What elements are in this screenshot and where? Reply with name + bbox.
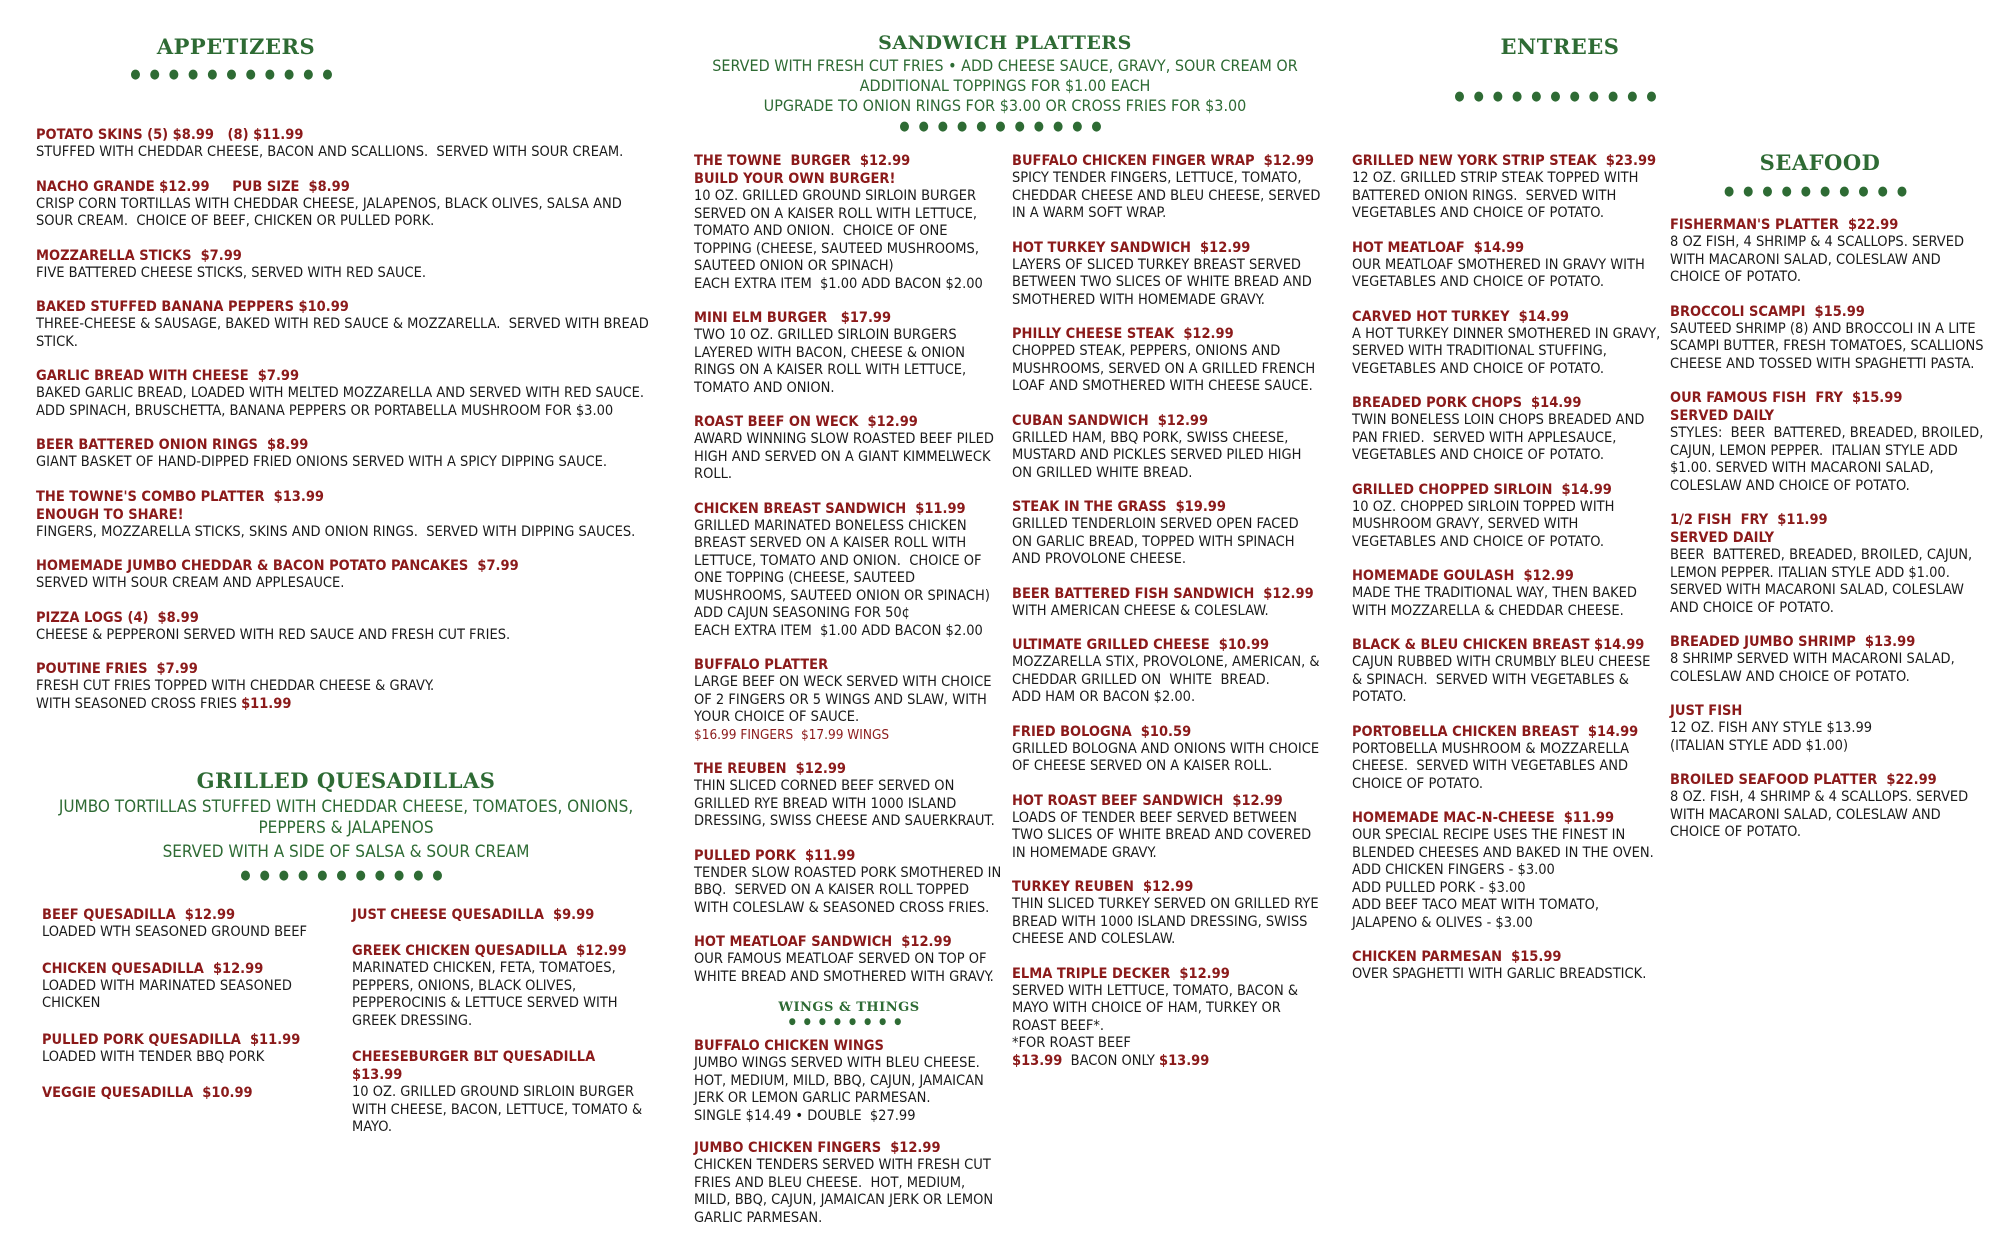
item-desc: SERVED WITH SOUR CREAM AND APPLESAUCE.	[36, 575, 345, 591]
appetizers-divider: ●●●●●●●●●●●	[130, 67, 342, 82]
seafood-title: SEAFOOD	[1759, 150, 1881, 175]
item-desc: LOADS OF TENDER BEEF SERVED BETWEEN TWO SLICES OF WHITE BREAD AND COVERED IN HOMEMADE GRAVY.	[1012, 809, 1316, 861]
item-desc: TWO 10 OZ. GRILLED SIRLOIN BURGERS LAYERED WITH BACON, CHEESE & ONION RINGS ON A KAISER ROLL WITH LETTUCE, TOMATO AND ONION.	[694, 327, 971, 396]
menu-item	[1012, 239, 1322, 310]
menu-item	[1352, 809, 1662, 932]
seafood-divider: ●●●●●●●●●●	[1723, 184, 1917, 199]
item-name: STEAK IN THE GRASS $19.99	[1012, 499, 1226, 515]
item-extra-price: $16.99 FINGERS $17.99 WINGS	[694, 726, 890, 743]
item-name: BUFFALO CHICKEN FINGER WRAP $12.99	[1012, 153, 1315, 169]
item-name: JUST CHEESE QUESADILLA $9.99	[352, 907, 595, 923]
item-desc: CRISP CORN TORTILLAS WITH CHEDDAR CHEESE, JALAPENOS, BLACK OLIVES, SALSA AND SOUR CREAM. CHOICE OF BEEF, CHICKEN OR PULLED PORK.	[36, 195, 626, 229]
menu-item	[1012, 152, 1325, 223]
item-name: VEGGIE QUESADILLA $10.99	[42, 1085, 253, 1101]
item-desc: 8 OZ. FISH, 4 SHRIMP & 4 SCALLOPS. SERVED WITH MACARONI SALAD, COLESLAW AND CHOICE OF POTATO.	[1670, 789, 1973, 840]
quesadillas-right-list	[352, 906, 652, 1155]
entrees-column	[1352, 152, 1665, 1002]
item-desc: CAJUN RUBBED WITH CRUMBLY BLEU CHEESE & SPINACH. SERVED WITH VEGETABLES & POTATO.	[1352, 654, 1655, 705]
item-desc: 8 OZ FISH, 4 SHRIMP & 4 SCALLOPS. SERVED WITH MACARONI SALAD, COLESLAW AND CHOICE OF POTATO.	[1670, 234, 1969, 285]
item-desc: BAKED GARLIC BREAD, LOADED WITH MELTED MOZZARELLA AND SERVED WITH RED SAUCE. ADD SPINACH, BRUSCHETTA, BANANA PEPPERS OR PORTABELLA MUSHROOM FOR $3.00	[36, 385, 645, 419]
item-desc: MOZZARELLA STIX, PROVOLONE, AMERICAN, & CHEDDAR GRILLED ON WHITE BREAD. ADD HAM OR BACON $2.00.	[1012, 654, 1320, 705]
item-name: THE REUBEN $12.99	[694, 761, 847, 777]
item-name: NACHO GRANDE $12.99 PUB SIZE $8.99	[36, 178, 350, 195]
menu-item	[1670, 389, 1990, 495]
quesadillas-divider: ●●●●●●●●●●●	[240, 867, 452, 883]
wings-section	[694, 1000, 1004, 1227]
menu-item	[42, 1084, 332, 1102]
item-name: HOMEMADE MAC-N-CHEESE $11.99	[1352, 810, 1615, 826]
quesadillas-subtitle-3: SERVED WITH A SIDE OF SALSA & SOUR CREAM	[162, 841, 530, 862]
item-extra-text: *FOR ROAST BEEF	[1012, 1035, 1135, 1051]
wings-divider: ●●●●●●●●	[788, 1017, 910, 1027]
item-desc: GIANT BASKET OF HAND-DIPPED FRIED ONIONS SERVED WITH A SPICY DIPPING SAUCE.	[36, 454, 607, 470]
item-desc: OVER SPAGHETTI WITH GARLIC BREADSTICK.	[1352, 966, 1647, 982]
menu-item	[694, 309, 1004, 397]
item-desc: THREE-CHEESE & SAUSAGE, BAKED WITH RED SAUCE & MOZZARELLA. SERVED WITH BREAD STICK.	[36, 316, 653, 350]
item-name: THE TOWNE BURGER $12.99 BUILD YOUR OWN BURGER!	[694, 153, 911, 187]
item-name: BREADED JUMBO SHRIMP $13.99	[1670, 634, 1916, 650]
item-desc: JUMBO WINGS SERVED WITH BLEU CHEESE. HOT, MEDIUM, MILD, BBQ, CAJUN, JAMAICAN JERK OR LEMON GARLIC PARMESAN. SINGLE $14.49 • DOUBLE $27.99	[694, 1055, 984, 1124]
item-name: MOZZARELLA STICKS $7.99	[36, 247, 242, 264]
sandwiches-subtitle-3: UPGRADE TO ONION RINGS FOR $3.00 OR CROSS FRIES FOR $3.00	[763, 96, 1247, 115]
menu-item	[36, 488, 656, 542]
item-desc: OUR SPECIAL RECIPE USES THE FINEST IN BLENDED CHEESES AND BAKED IN THE OVEN. ADD CHICKEN FINGERS - $3.00 ADD PULLED PORK - $3.00 ADD BEEF TACO MEAT WITH TOMATO, JALAPENO & OLIVES - $3.00	[1352, 827, 1654, 931]
menu-item	[42, 1031, 332, 1067]
item-desc: SAUTEED SHRIMP (8) AND BROCCOLI IN A LITE SCAMPI BUTTER, FRESH TOMATOES, SCALLIONS CHEESE AND TOSSED WITH SPAGHETTI PASTA.	[1670, 320, 1988, 372]
menu-item	[694, 847, 1004, 918]
item-name: PHILLY CHEESE STEAK $12.99	[1012, 326, 1234, 342]
item-desc: FIVE BATTERED CHEESE STICKS, SERVED WITH RED SAUCE.	[36, 264, 427, 281]
menu-item	[1012, 792, 1322, 863]
item-name: GREEK CHICKEN QUESADILLA $12.99	[352, 943, 627, 959]
quesadillas-title: GRILLED QUESADILLAS	[196, 768, 496, 793]
sandwiches-header	[690, 32, 1320, 133]
menu-item	[694, 933, 1004, 986]
item-name: FISHERMAN'S PLATTER $22.99	[1670, 217, 1899, 233]
item-extra-text: WITH SEASONED CROSS FRIES	[36, 695, 242, 712]
item-extra	[1012, 1035, 1322, 1070]
item-name: CUBAN SANDWICH $12.99	[1012, 412, 1209, 429]
menu-item	[36, 609, 656, 645]
item-name: CHICKEN PARMESAN $15.99	[1352, 949, 1562, 965]
menu-item	[1352, 239, 1662, 292]
item-name: CHICKEN BREAST SANDWICH $11.99	[694, 500, 966, 517]
menu-item	[42, 960, 332, 1013]
item-name: BUFFALO CHICKEN WINGS	[694, 1038, 884, 1054]
item-name: POTATO SKINS (5) $8.99 (8) $11.99	[36, 127, 304, 143]
item-name: 1/2 FISH FRY $11.99 SERVED DAILY	[1670, 512, 1828, 546]
item-desc: OUR FAMOUS MEATLOAF SERVED ON TOP OF WHITE BREAD AND SMOTHERED WITH GRAVY.	[694, 951, 994, 985]
item-name: BEER BATTERED ONION RINGS $8.99	[36, 437, 309, 453]
item-desc: 10 OZ. CHOPPED SIRLOIN TOPPED WITH MUSHROOM GRAVY, SERVED WITH VEGETABLES AND CHOICE OF POTATO.	[1352, 498, 1619, 550]
item-name: BAKED STUFFED BANANA PEPPERS $10.99	[36, 299, 349, 315]
item-name: GRILLED CHOPPED SIRLOIN $14.99	[1352, 481, 1612, 498]
menu-item	[1012, 965, 1322, 1071]
item-extra	[36, 696, 656, 714]
item-desc: MARINATED CHICKEN, FETA, TOMATOES, PEPPERS, ONIONS, BLACK OLIVES, PEPPEROCINIS & LETTUCE SERVED WITH GREEK DRESSING.	[352, 960, 622, 1029]
item-desc: GRILLED HAM, BBQ PORK, SWISS CHEESE, MUSTARD AND PICKLES SERVED PILED HIGH ON GRILLED WHITE BREAD.	[1012, 429, 1306, 481]
item-name: BROILED SEAFOOD PLATTER $22.99	[1670, 772, 1937, 788]
item-desc: 10 OZ. GRILLED GROUND SIRLOIN BURGER SERVED ON A KAISER ROLL WITH LETTUCE, TOMATO AND ONION. CHOICE OF ONE TOPPING (CHEESE, SAUTEED MUSHROOMS, SAUTEED ONION OR SPINACH) EACH EXTRA ITEM $1.00 ADD BACON $2.00	[694, 188, 983, 292]
item-desc: STYLES: BEER BATTERED, BREADED, BROILED, CAJUN, LEMON PEPPER. ITALIAN STYLE ADD $1.00. SERVED WITH MACARONI SALAD, COLESLAW AND CHOICE OF POTATO.	[1670, 425, 1988, 494]
item-desc: WITH AMERICAN CHEESE & COLESLAW.	[1012, 602, 1269, 619]
item-name: THE TOWNE'S COMBO PLATTER $13.99 ENOUGH TO SHARE!	[36, 488, 324, 523]
item-name: HOMEMADE JUMBO CHEDDAR & BACON POTATO PANCAKES $7.99	[36, 558, 519, 574]
menu-item	[1352, 948, 1662, 984]
item-desc: THIN SLICED TURKEY SERVED ON GRILLED RYE BREAD WITH 1000 ISLAND DRESSING, SWISS CHEESE AND COLESLAW.	[1012, 896, 1323, 947]
item-desc: SPICY TENDER FINGERS, LETTUCE, TOMATO, CHEDDAR CHEESE AND BLEU CHEESE, SERVED IN A WARM SOFT WRAP.	[1012, 170, 1325, 221]
item-desc: LOADED WITH TENDER BBQ PORK	[42, 1048, 265, 1065]
item-desc: LOADED WTH SEASONED GROUND BEEF	[42, 924, 308, 940]
menu-item	[1012, 585, 1322, 621]
menu-item	[1012, 325, 1322, 396]
item-desc: THIN SLICED CORNED BEEF SERVED ON GRILLED RYE BREAD WITH 1000 ISLAND DRESSING, SWISS CHEESE AND SAUERKRAUT.	[694, 778, 995, 829]
item-desc: SERVED WITH LETTUCE, TOMATO, BACON & MAYO WITH CHOICE OF HAM, TURKEY OR ROAST BEEF*.	[1012, 982, 1303, 1034]
menu-item	[694, 413, 1004, 484]
item-desc: AWARD WINNING SLOW ROASTED BEEF PILED HIGH AND SERVED ON A GIANT KIMMELWECK ROLL.	[694, 431, 999, 482]
item-desc: STUFFED WITH CHEDDAR CHEESE, BACON AND SCALLIONS. SERVED WITH SOUR CREAM.	[36, 144, 624, 160]
menu-item	[42, 906, 332, 942]
menu-item	[1352, 394, 1662, 465]
appetizers-title: APPETIZERS	[156, 34, 316, 59]
menu-item	[36, 436, 656, 472]
menu-item	[36, 298, 656, 351]
sandwiches-title: SANDWICH PLATTERS	[878, 32, 1132, 54]
item-desc: 8 SHRIMP SERVED WITH MACARONI SALAD, COLESLAW AND CHOICE OF POTATO.	[1670, 651, 1959, 685]
item-desc: CHEESE & PEPPERONI SERVED WITH RED SAUCE AND FRESH CUT FRIES.	[36, 626, 511, 643]
menu-item	[1352, 481, 1662, 552]
item-name: CARVED HOT TURKEY $14.99	[1352, 308, 1569, 325]
menu-item	[1352, 308, 1665, 379]
item-name: BLACK & BLEU CHICKEN BREAST $14.99	[1352, 637, 1645, 653]
item-name: CHEESEBURGER BLT QUESADILLA $13.99	[352, 1049, 605, 1083]
item-desc: GRILLED BOLOGNA AND ONIONS WITH CHOICE OF CHEESE SERVED ON A KAISER ROLL.	[1012, 740, 1324, 774]
menu-item	[36, 660, 656, 713]
seafood-column	[1670, 150, 1990, 860]
menu-item	[694, 656, 1004, 744]
item-desc: LOADED WITH MARINATED SEASONED CHICKEN	[42, 977, 297, 1011]
sandwiches-column-2	[1012, 152, 1325, 1088]
menu-item	[1670, 303, 1990, 374]
item-desc: TENDER SLOW ROASTED PORK SMOTHERED IN BBQ. SERVED ON A KAISER ROLL TOPPED WITH COLESLAW & SEASONED CROSS FRIES.	[694, 864, 1006, 916]
item-name: BROCCOLI SCAMPI $15.99	[1670, 303, 1865, 320]
entrees-header	[1430, 34, 1690, 59]
quesadillas-subtitle-2: PEPPERS & JALAPENOS	[258, 818, 434, 839]
item-desc: FRESH CUT FRIES TOPPED WITH CHEDDAR CHEESE & GRAVY.	[36, 678, 435, 694]
entrees-divider: ●●●●●●●●●●●	[1454, 89, 1666, 104]
item-name: HOT TURKEY SANDWICH $12.99	[1012, 239, 1251, 256]
menu-item	[36, 178, 656, 231]
item-name: POUTINE FRIES $7.99	[36, 661, 198, 677]
item-name: GRILLED NEW YORK STRIP STEAK $23.99	[1352, 153, 1657, 169]
menu-item	[1670, 511, 1990, 617]
item-extra-text: BACON ONLY	[1062, 1052, 1159, 1069]
menu-item	[352, 942, 652, 1030]
menu-item	[36, 557, 656, 593]
item-desc: 12 OZ. FISH ANY STYLE $13.99 (ITALIAN STYLE ADD $1.00)	[1670, 720, 1873, 754]
quesadillas-subtitle-1: JUMBO TORTILLAS STUFFED WITH CHEDDAR CHEESE, TOMATOES, ONIONS,	[58, 797, 634, 817]
item-extra-price: $11.99	[241, 695, 292, 712]
item-extra-price: $13.99	[1159, 1052, 1210, 1069]
menu-item	[1670, 633, 1990, 686]
item-desc: A HOT TURKEY DINNER SMOTHERED IN GRAVY, SERVED WITH TRADITIONAL STUFFING, VEGETABLES AND CHOICE OF POTATO.	[1352, 325, 1665, 377]
item-name: BEER BATTERED FISH SANDWICH $12.99	[1012, 585, 1314, 602]
item-desc: PORTOBELLA MUSHROOM & MOZZARELLA CHEESE. SERVED WITH VEGETABLES AND CHOICE OF POTATO.	[1352, 740, 1634, 792]
item-name: ELMA TRIPLE DECKER $12.99	[1012, 965, 1230, 982]
menu-item	[694, 760, 1004, 831]
menu-item	[36, 367, 656, 420]
menu-item	[694, 500, 1004, 641]
item-name: JUMBO CHICKEN FINGERS $12.99	[694, 1140, 941, 1156]
item-name: JUST FISH	[1670, 703, 1743, 719]
menu-item	[1012, 878, 1322, 949]
sandwiches-subtitle-2: ADDITIONAL TOPPINGS FOR $1.00 EACH	[859, 76, 1151, 95]
item-desc: 10 OZ. GRILLED GROUND SIRLOIN BURGER WITH CHEESE, BACON, LETTUCE, TOMATO & MAYO.	[352, 1084, 647, 1135]
item-desc: GRILLED MARINATED BONELESS CHICKEN BREAST SERVED ON A KAISER ROLL WITH LETTUCE, TOMATO AND ONION. CHOICE OF ONE TOPPING (CHEESE, SAUTEED MUSHROOMS, SAUTEED ONION OR SPINACH) ADD CAJUN SEASONING FOR 50¢ EACH EXTRA ITEM $1.00 ADD BACON $2.00	[694, 517, 990, 639]
item-name: TURKEY REUBEN $12.99	[1012, 879, 1194, 895]
item-name: FRIED BOLOGNA $10.59	[1012, 723, 1192, 740]
menu-item	[1012, 498, 1322, 569]
item-name: BEEF QUESADILLA $12.99	[42, 907, 236, 923]
menu-item	[1012, 723, 1322, 776]
menu-item	[1670, 771, 1990, 842]
menu-item	[694, 152, 1004, 293]
item-name: BREADED PORK CHOPS $14.99	[1352, 395, 1582, 411]
item-name: PORTOBELLA CHICKEN BREAST $14.99	[1352, 723, 1639, 740]
item-name: GARLIC BREAD WITH CHEESE $7.99	[36, 368, 300, 384]
item-name: BUFFALO PLATTER	[694, 657, 829, 673]
item-desc: BEER BATTERED, BREADED, BROILED, CAJUN, LEMON PEPPER. ITALIAN STYLE ADD $1.00. SERVED WITH MACARONI SALAD, COLESLAW AND CHOICE OF POTATO.	[1670, 547, 1977, 616]
item-desc: 12 OZ. GRILLED STRIP STEAK TOPPED WITH BATTERED ONION RINGS. SERVED WITH VEGETABLES AND CHOICE OF POTATO.	[1352, 170, 1643, 221]
item-name: HOT MEATLOAF $14.99	[1352, 239, 1525, 256]
menu-item	[36, 247, 656, 283]
item-desc: GRILLED TENDERLOIN SERVED OPEN FACED ON GARLIC BREAD, TOPPED WITH SPINACH AND PROVOLONE CHEESE.	[1012, 516, 1303, 567]
menu-item	[352, 906, 652, 924]
quesadillas-left-list	[42, 906, 332, 1120]
menu-item	[352, 1048, 652, 1137]
item-name: PULLED PORK QUESADILLA $11.99	[42, 1031, 301, 1048]
item-name: ULTIMATE GRILLED CHEESE $10.99	[1012, 637, 1270, 653]
menu-item	[694, 1037, 1004, 1125]
wings-title: WINGS & THINGS	[778, 1000, 920, 1015]
item-name: CHICKEN QUESADILLA $12.99	[42, 960, 264, 977]
item-name: ROAST BEEF ON WECK $12.99	[694, 414, 918, 430]
menu-item	[1352, 636, 1662, 707]
item-name: MINI ELM BURGER $17.99	[694, 310, 892, 326]
item-desc: TWIN BONELESS LOIN CHOPS BREADED AND PAN FRIED. SERVED WITH APPLESAUCE, VEGETABLES AND CHOICE OF POTATO.	[1352, 412, 1649, 463]
sandwiches-column-1	[694, 152, 1004, 1245]
appetizers-list	[36, 126, 656, 731]
menu-item	[1012, 412, 1322, 483]
item-name: HOT MEATLOAF SANDWICH $12.99	[694, 934, 952, 950]
menu-item	[36, 126, 656, 162]
sandwiches-divider: ●●●●●●●●●●●	[899, 119, 1111, 134]
menu-item	[1670, 216, 1990, 287]
item-extra-price: $13.99	[1012, 1052, 1063, 1069]
entrees-title: ENTREES	[1500, 34, 1620, 59]
item-name: HOT ROAST BEEF SANDWICH $12.99	[1012, 792, 1283, 809]
item-name: HOMEMADE GOULASH $12.99	[1352, 568, 1574, 584]
item-desc: OUR MEATLOAF SMOTHERED IN GRAVY WITH VEGETABLES AND CHOICE OF POTATO.	[1352, 256, 1649, 290]
quesadillas-section	[36, 768, 676, 1135]
item-name: PIZZA LOGS (4) $8.99	[36, 609, 199, 626]
menu-item	[1012, 636, 1322, 707]
item-desc: MADE THE TRADITIONAL WAY, THEN BAKED WITH MOZZARELLA & CHEDDAR CHEESE.	[1352, 585, 1642, 619]
menu-item	[1670, 702, 1990, 755]
item-desc: LARGE BEEF ON WECK SERVED WITH CHOICE OF 2 FINGERS OR 5 WINGS AND SLAW, WITH YOUR CHOICE OF SAUCE.	[694, 674, 996, 725]
menu-item	[1352, 152, 1662, 223]
item-name: OUR FAMOUS FISH FRY $15.99 SERVED DAILY	[1670, 390, 1903, 424]
item-name: PULLED PORK $11.99	[694, 847, 856, 864]
sandwiches-subtitle-1: SERVED WITH FRESH CUT FRIES • ADD CHEESE SAUCE, GRAVY, SOUR CREAM OR	[712, 56, 1298, 75]
menu-item	[1352, 723, 1662, 794]
item-desc: FINGERS, MOZZARELLA STICKS, SKINS AND ONION RINGS. SERVED WITH DIPPING SAUCES.	[36, 523, 636, 540]
item-desc: CHICKEN TENDERS SERVED WITH FRESH CUT FRIES AND BLEU CHEESE. HOT, MEDIUM, MILD, BBQ, CAJUN, JAMAICAN JERK OR LEMON GARLIC PARMESAN.	[694, 1157, 998, 1226]
item-desc: LAYERS OF SLICED TURKEY BREAST SERVED BETWEEN TWO SLICES OF WHITE BREAD AND SMOTHERED WITH HOMEMADE GRAVY.	[1012, 256, 1316, 308]
menu-item	[1352, 567, 1662, 620]
item-desc: CHOPPED STEAK, PEPPERS, ONIONS AND MUSHROOMS, SERVED ON A GRILLED FRENCH LOAF AND SMOTHERED WITH CHEESE SAUCE.	[1012, 343, 1320, 394]
